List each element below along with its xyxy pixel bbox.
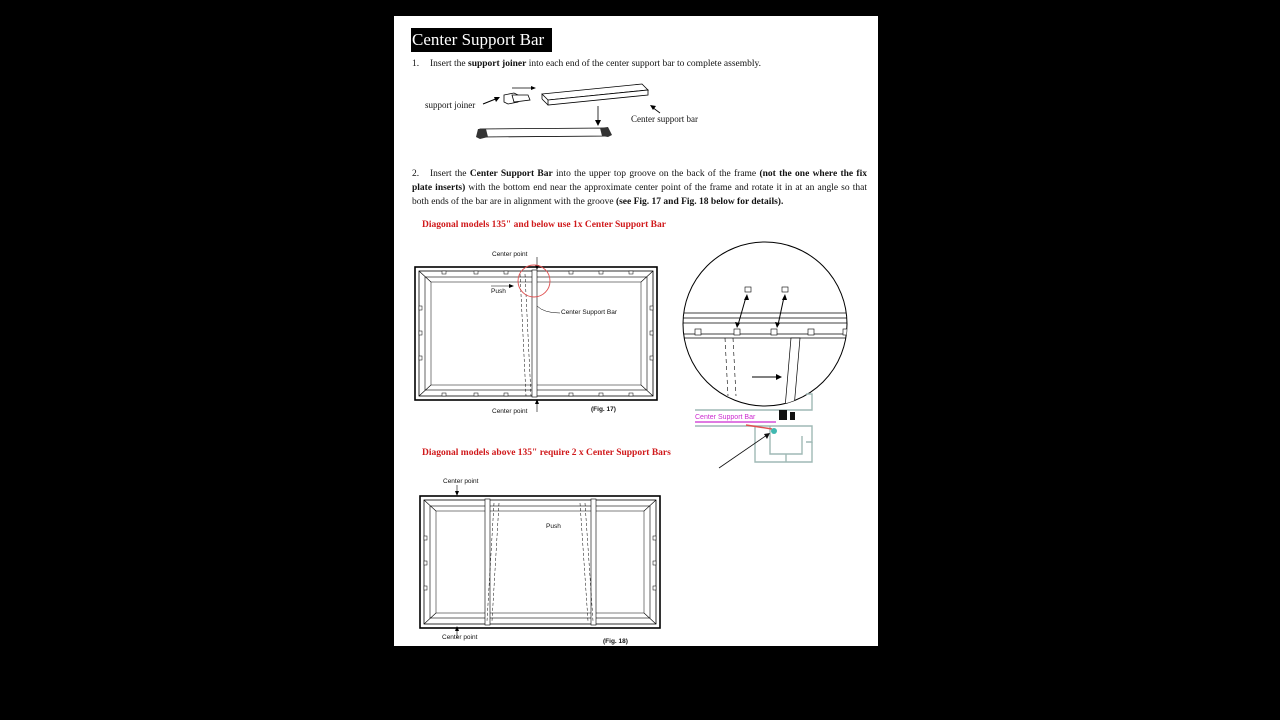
step-1-number: 1. — [412, 59, 420, 69]
fig18-center-point-top: Center point — [443, 478, 479, 485]
step-2-number: 2. — [412, 169, 420, 179]
step-2-t2: into the upper top groove on the back of the frame — [552, 169, 760, 179]
step-1-bold: support joiner — [468, 59, 527, 69]
section-2-heading: Diagonal models above 135" require 2 x Center Support Bars — [422, 448, 671, 458]
step-2-b3: (see Fig. 17 and Fig. 18 below for details). — [615, 197, 784, 207]
step-1-pre: Insert the — [430, 59, 468, 69]
fig17-center-point-top: Center point — [492, 251, 528, 258]
section-1-heading: Diagonal models 135" and below use 1x Center Support Bar — [422, 220, 666, 230]
fig17-center-point-bottom: Center point — [492, 408, 528, 415]
fig18-caption: (Fig. 18) — [603, 638, 628, 645]
step-2-b2: (not the one where the fix plate inserts) — [412, 169, 867, 193]
detail-profile-label: Center Support Bar — [695, 414, 756, 421]
fig17-center-support-bar-label: Center Support Bar — [561, 309, 618, 316]
step-2-b1: Center Support Bar — [469, 169, 553, 179]
fig17-push-label: Push — [491, 288, 506, 295]
page-title: Center Support Bar — [411, 28, 552, 52]
step-2-t1: Insert the — [430, 169, 470, 179]
document-page — [394, 16, 878, 646]
fig18-push-label: Push — [546, 523, 561, 530]
fig18-center-point-bottom: Center point — [442, 634, 478, 641]
support-joiner-label: support joiner — [425, 100, 476, 110]
step-2-t3: with the bottom end near the approximate center point of the frame and rotate it in at an angle so that both ends of the bar are in alignment with the groove — [412, 183, 867, 207]
center-support-bar-label: Center support bar — [631, 114, 698, 124]
fig18-frame-diagram — [394, 16, 878, 646]
fig17-caption: (Fig. 17) — [591, 406, 616, 413]
step-1-post: into each end of the center support bar to complete assembly. — [526, 59, 762, 69]
